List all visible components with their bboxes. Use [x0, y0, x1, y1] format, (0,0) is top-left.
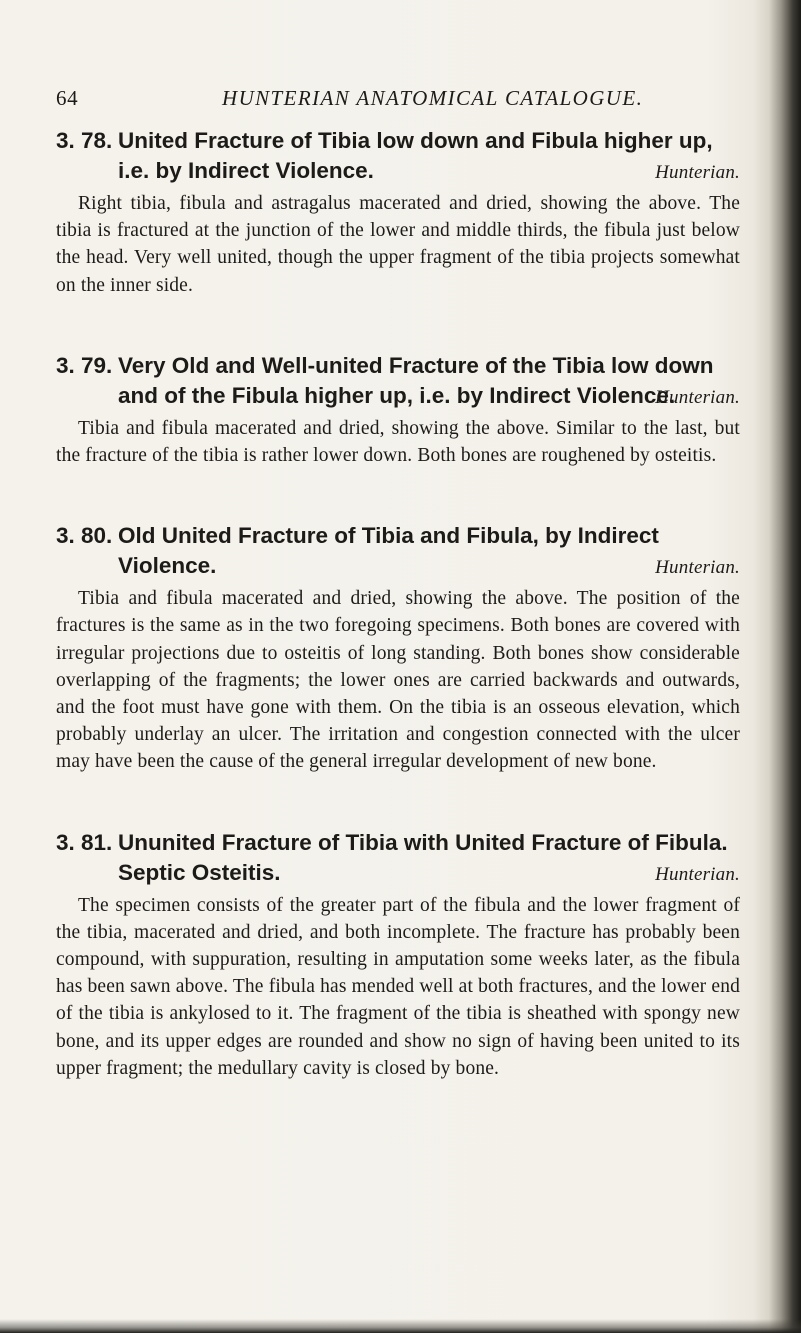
- running-title: HUNTERIAN ANATOMICAL CATALOGUE.: [222, 86, 644, 110]
- entry-description: Right tibia, fibula and astragalus macerated and dried, showing the above. The tibia is fractured at the junction of the lower and middle thirds, the fibula just below the head. Very well united, though the upper fragment of the tibia projects somewhat on the inner side.: [56, 193, 740, 296]
- catalogue-entries: [56, 126, 740, 1134]
- entry-heading: [56, 521, 740, 581]
- entry-number: 3. 78.: [56, 128, 113, 153]
- catalogue-entry: [56, 828, 740, 1082]
- entry-description: The specimen consists of the greater part of the fibula and the lower fragment of the tibia, macerated and dried, and both incomplete. The fracture has probably been compound, with suppuration, resulting in amputation some weeks later, as the fibula has been sawn above. The fibula has mended well at both fractures, and the lower end of the tibia is ankylosed to it. The fragment of the tibia is sheathed with spongy new bone, and its upper edges are rounded and show no sign of having been united to its upper fragment; the medullary cavity is closed by bone.: [56, 894, 740, 1079]
- page-number: 64: [56, 86, 79, 110]
- entry-number: 3. 80.: [56, 523, 113, 549]
- entry-title: United Fracture of Tibia low down and Fibula higher up, i.e. by Indirect Violence.: [118, 128, 713, 183]
- catalogue-entry: [56, 126, 740, 299]
- collection-label: Hunterian.: [655, 162, 740, 183]
- running-head: [56, 86, 716, 116]
- catalogue-entry: [56, 521, 740, 775]
- entry-heading: [56, 828, 740, 888]
- collection-label: Hunterian.: [655, 557, 740, 579]
- collection-label: Hunterian.: [655, 863, 740, 885]
- entry-description: Tibia and fibula macerated and dried, showing the above. The position of the fractures is the same as in the two foregoing specimens. Both bones are covered with irregular projections due to osteitis of long standing. Both bones show considerable overlapping of the fragments; the lower ones are carried backwards and outwards, and the foot must have gone with them. On the tibia is an osseous elevation, which probably underlay an ulcer. The irritation and congestion connected with the ulcer may have been the cause of the general irregular development of new bone.: [56, 588, 740, 773]
- page-bottom-edge: [0, 1319, 801, 1333]
- entry-number: 3. 81.: [56, 829, 113, 855]
- entry-title: Very Old and Well-united Fracture of the Tibia low down and of the Fibula higher up, i.e. by Indirect Violence.: [118, 352, 714, 408]
- entry-number: 3. 79.: [56, 352, 113, 378]
- catalogue-entry: [56, 351, 740, 469]
- entry-title: Old United Fracture of Tibia and Fibula, by Indirect Violence.: [118, 523, 659, 579]
- collection-label: Hunterian.: [655, 386, 740, 408]
- entry-heading: [56, 351, 740, 411]
- entry-title: Ununited Fracture of Tibia with United Fracture of Fibula. Septic Osteitis.: [118, 829, 728, 885]
- entry-heading: [56, 126, 740, 186]
- entry-description: Tibia and fibula macerated and dried, showing the above. Similar to the last, but the fracture of the tibia is rather lower down. Both bones are roughened by osteitis.: [56, 417, 740, 467]
